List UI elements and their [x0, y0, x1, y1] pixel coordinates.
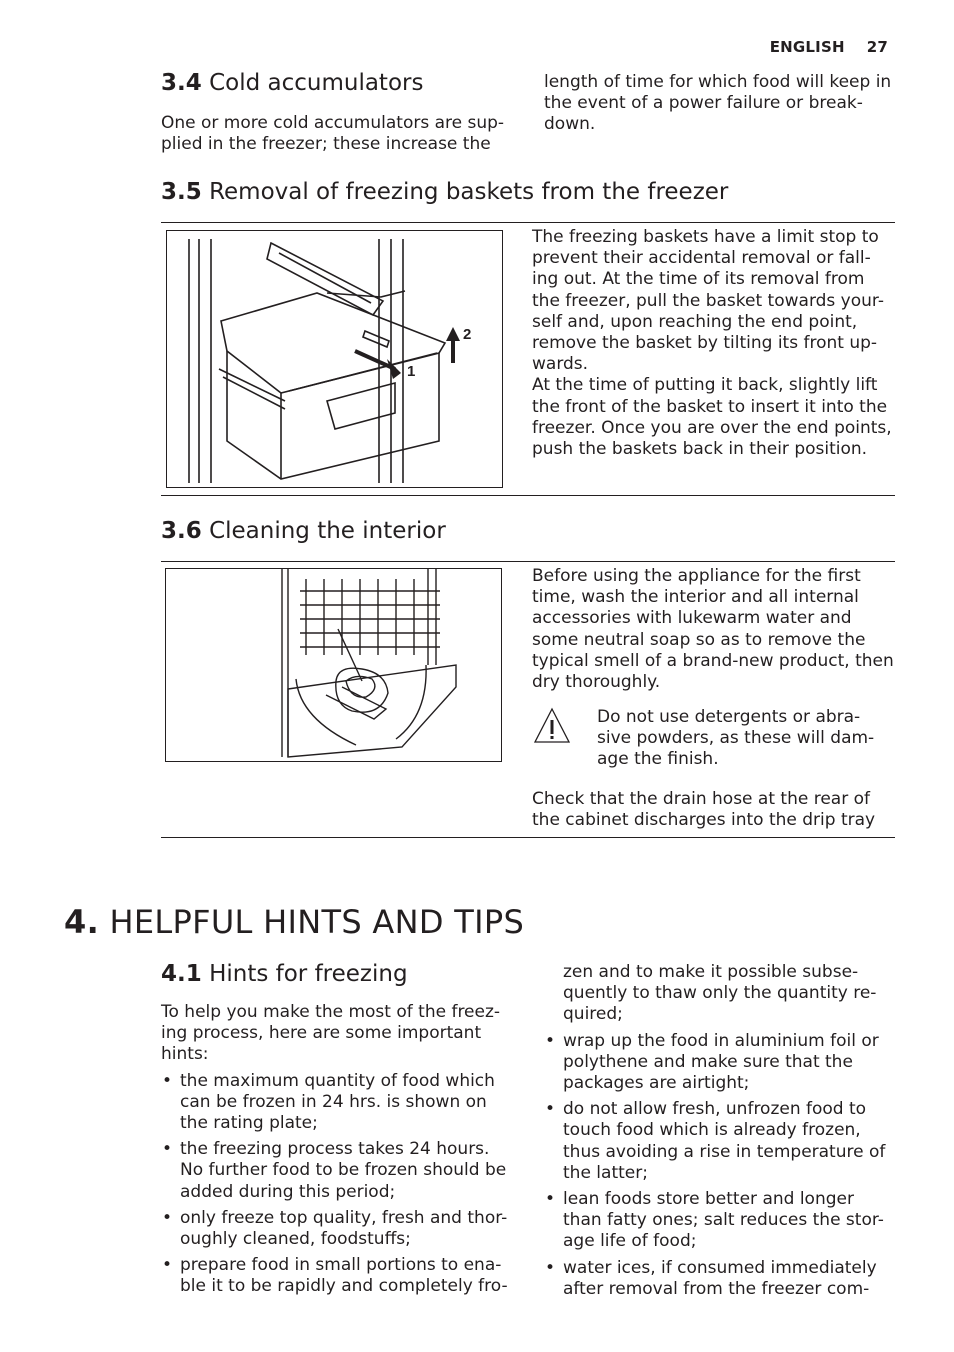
list-item: • do not allow fresh, unfrozen food to touch food which is already frozen, thus avoiding a rise in temperature of the latter; — [544, 1099, 894, 1184]
s41-intro: To help you make the most of the freez-ing process, here are some important hints: — [161, 1002, 501, 1065]
s41-left-column — [161, 1002, 516, 1303]
list-item: • prepare food in small portions to ena-ble it to be rapidly and completely fro- — [161, 1255, 516, 1297]
s35-text — [532, 227, 894, 460]
hints-list-left — [161, 1071, 516, 1298]
list-item: • water ices, if consumed immediately after removal from the freezer com- — [544, 1258, 894, 1300]
section-number: 3.5 — [161, 179, 202, 205]
basket-illustration — [167, 231, 502, 487]
chapter-4-heading — [64, 903, 524, 941]
rule — [161, 222, 895, 223]
section-number: 3.6 — [161, 518, 202, 544]
list-item: • the maximum quantity of food which can be frozen in 24 hrs. is shown on the rating plate; — [161, 1071, 516, 1135]
rule — [161, 495, 895, 496]
chapter-number: 4. — [64, 903, 100, 941]
chapter-title: HELPFUL HINTS AND TIPS — [109, 903, 525, 941]
figure-label-2: 2 — [463, 326, 472, 343]
list-item: • lean foods store better and longer than fatty ones; salt reduces the stor-age life of food; — [544, 1189, 894, 1253]
drain-illustration — [166, 569, 501, 761]
figure-label-1: 1 — [407, 363, 416, 380]
s41-continuation: zen and to make it possible subse-quently to thaw only the quantity re-quired; — [563, 962, 877, 1025]
freezer-interior-figure — [165, 568, 502, 762]
s36-warning: Do not use detergents or abra-sive powders, as these will dam-age the finish. — [597, 707, 875, 770]
section-3-6-heading — [161, 518, 446, 544]
header-page-number: 27 — [866, 38, 888, 56]
page-header — [748, 38, 888, 56]
hints-list-right — [544, 1031, 894, 1300]
section-3-5-heading — [161, 179, 728, 205]
s35-paragraph-2: At the time of putting it back, slightly lift the front of the basket to insert it into the freezer. Once you are over the end points, push the baskets back in their position. — [532, 375, 892, 460]
s36-paragraph-1: Before using the appliance for the first time, wash the interior and all internal accessories with lukewarm water and some neutral soap so as to remove the typical smell of a brand-new product, then dry thoroughly. — [532, 566, 894, 693]
list-item: • only freeze top quality, fresh and thor-oughly cleaned, foodstuffs; — [161, 1208, 516, 1250]
header-language: ENGLISH — [769, 38, 845, 56]
section-title: Cleaning the interior — [209, 518, 446, 544]
list-item: • the freezing process takes 24 hours. No further food to be frozen should be added during this period; — [161, 1139, 516, 1203]
section-title: Removal of freezing baskets from the freezer — [209, 179, 729, 205]
section-title: Hints for freezing — [209, 961, 408, 987]
freezer-basket-figure — [166, 230, 503, 488]
warning-icon — [532, 706, 572, 746]
s41-right-column — [544, 962, 894, 1305]
s34-text-col2: length of time for which food will keep in the event of a power failure or break-down. — [544, 72, 892, 135]
section-3-4-heading — [161, 70, 423, 96]
list-item: • wrap up the food in aluminium foil or polythene and make sure that the packages are airtight; — [544, 1031, 894, 1095]
rule — [161, 837, 895, 838]
section-number: 3.4 — [161, 70, 202, 96]
s34-text-col1: One or more cold accumulators are sup-plied in the freezer; these increase the — [161, 113, 505, 155]
s36-paragraph-2: Check that the drain hose at the rear of the cabinet discharges into the drip tray — [532, 789, 876, 831]
section-title: Cold accumulators — [209, 70, 424, 96]
section-number: 4.1 — [161, 961, 202, 987]
rule — [161, 561, 895, 562]
s35-paragraph-1: The freezing baskets have a limit stop to prevent their accidental removal or fall-ing out. At the time of its removal from the freezer, pull the basket towards your-self and, upon reaching the end point, remove the basket by tilting its front up-wards. — [532, 227, 884, 375]
section-4-1-heading — [161, 961, 408, 987]
